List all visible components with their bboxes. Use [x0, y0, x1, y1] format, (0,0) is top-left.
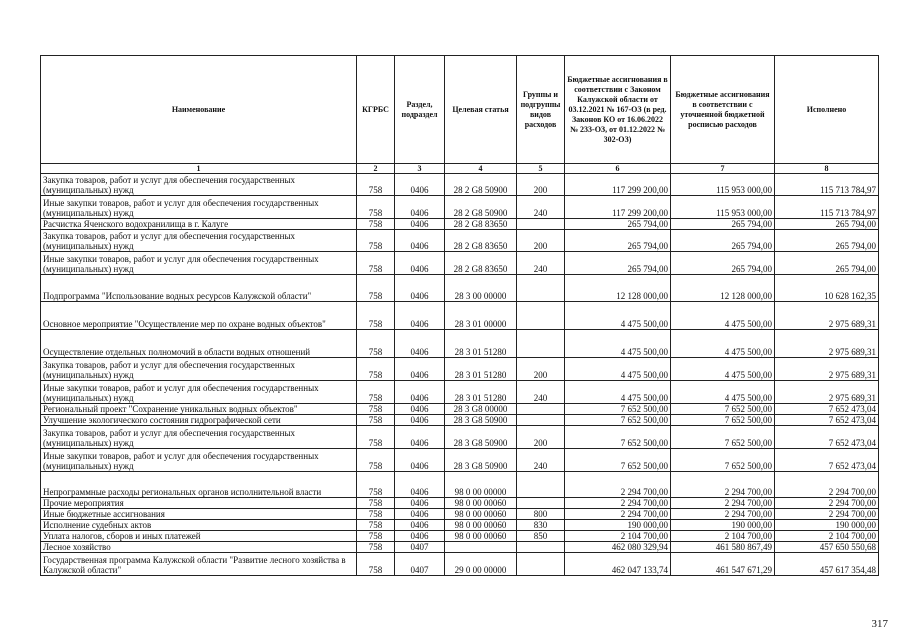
- cell-executed: 2 104 700,00: [775, 531, 879, 542]
- cell-target: 28 2 G8 83650: [445, 252, 517, 275]
- cell-kgrbs: 758: [357, 219, 395, 230]
- cell-executed: 2 294 700,00: [775, 498, 879, 509]
- cell-group: 240: [517, 449, 565, 472]
- cell-name: Иные закупки товаров, работ и услуг для обеспечения государственных (муниципальных) нужд: [41, 449, 357, 472]
- cell-name: Осуществление отдельных полномочий в области водных отношений: [41, 330, 357, 358]
- cell-name: Расчистка Яченского водохранилища в г. Калуге: [41, 219, 357, 230]
- cell-refined-allocation: 2 294 700,00: [671, 509, 775, 520]
- cell-kgrbs: 758: [357, 426, 395, 449]
- cell-executed: 7 652 473,04: [775, 449, 879, 472]
- cell-name: Закупка товаров, работ и услуг для обеспечения государственных (муниципальных) нужд: [41, 174, 357, 196]
- cell-law-allocation: 7 652 500,00: [565, 426, 671, 449]
- cell-name: Основное мероприятие "Осуществление мер по охране водных объектов": [41, 302, 357, 330]
- cell-target: 29 0 00 00000: [445, 553, 517, 576]
- column-number: 3: [395, 164, 445, 174]
- table-row: [41, 449, 879, 472]
- cell-razdel: 0406: [395, 358, 445, 381]
- column-number: 1: [41, 164, 357, 174]
- cell-law-allocation: 2 294 700,00: [565, 472, 671, 498]
- column-number: 7: [671, 164, 775, 174]
- cell-razdel: 0406: [395, 302, 445, 330]
- cell-group: [517, 498, 565, 509]
- cell-target: 98 0 00 00060: [445, 531, 517, 542]
- cell-executed: 7 652 473,04: [775, 404, 879, 415]
- cell-razdel: 0406: [395, 196, 445, 219]
- cell-kgrbs: 758: [357, 275, 395, 302]
- table-row: [41, 196, 879, 219]
- cell-law-allocation: 265 794,00: [565, 219, 671, 230]
- cell-kgrbs: 758: [357, 381, 395, 404]
- table-row: [41, 330, 879, 358]
- cell-group: 240: [517, 252, 565, 275]
- cell-name: Исполнение судебных актов: [41, 520, 357, 531]
- cell-razdel: 0406: [395, 230, 445, 252]
- header-kgrbs: КГРБС: [357, 56, 395, 164]
- cell-name: Закупка товаров, работ и услуг для обеспечения государственных (муниципальных) нужд: [41, 358, 357, 381]
- cell-target: 28 3 01 00000: [445, 302, 517, 330]
- header-refined-allocations: Бюджетные ассигнования в соответствии с уточненной бюджетной росписью расходов: [671, 56, 775, 164]
- cell-razdel: 0406: [395, 404, 445, 415]
- cell-executed: 10 628 162,35: [775, 275, 879, 302]
- cell-kgrbs: 758: [357, 520, 395, 531]
- cell-group: [517, 330, 565, 358]
- cell-group: [517, 219, 565, 230]
- cell-refined-allocation: 2 294 700,00: [671, 472, 775, 498]
- cell-target: 28 3 00 00000: [445, 275, 517, 302]
- cell-law-allocation: 117 299 200,00: [565, 196, 671, 219]
- cell-executed: 265 794,00: [775, 230, 879, 252]
- cell-executed: 7 652 473,04: [775, 426, 879, 449]
- cell-razdel: 0407: [395, 542, 445, 553]
- cell-kgrbs: 758: [357, 302, 395, 330]
- cell-executed: 2 294 700,00: [775, 472, 879, 498]
- cell-target: 98 0 00 00060: [445, 509, 517, 520]
- cell-law-allocation: 2 294 700,00: [565, 498, 671, 509]
- header-groups: Группы и подгруппы видов расходов: [517, 56, 565, 164]
- cell-group: [517, 275, 565, 302]
- cell-kgrbs: 758: [357, 404, 395, 415]
- cell-law-allocation: 12 128 000,00: [565, 275, 671, 302]
- table-row: [41, 230, 879, 252]
- table-row: [41, 509, 879, 520]
- cell-name: Закупка товаров, работ и услуг для обеспечения государственных (муниципальных) нужд: [41, 426, 357, 449]
- cell-law-allocation: 4 475 500,00: [565, 381, 671, 404]
- cell-group: 830: [517, 520, 565, 531]
- cell-executed: 265 794,00: [775, 219, 879, 230]
- cell-name: Закупка товаров, работ и услуг для обеспечения государственных (муниципальных) нужд: [41, 230, 357, 252]
- cell-kgrbs: 758: [357, 472, 395, 498]
- table-row: [41, 174, 879, 196]
- table-row: [41, 219, 879, 230]
- cell-razdel: 0406: [395, 381, 445, 404]
- cell-razdel: 0406: [395, 531, 445, 542]
- cell-refined-allocation: 115 953 000,00: [671, 196, 775, 219]
- cell-group: [517, 553, 565, 576]
- header-row: [41, 56, 879, 164]
- cell-name: Иные закупки товаров, работ и услуг для обеспечения государственных (муниципальных) нужд: [41, 252, 357, 275]
- cell-target: 28 3 G8 50900: [445, 415, 517, 426]
- cell-refined-allocation: 265 794,00: [671, 219, 775, 230]
- cell-law-allocation: 2 104 700,00: [565, 531, 671, 542]
- cell-name: Уплата налогов, сборов и иных платежей: [41, 531, 357, 542]
- cell-refined-allocation: 12 128 000,00: [671, 275, 775, 302]
- cell-refined-allocation: 7 652 500,00: [671, 415, 775, 426]
- cell-law-allocation: 7 652 500,00: [565, 415, 671, 426]
- cell-refined-allocation: 461 547 671,29: [671, 553, 775, 576]
- table-row: [41, 542, 879, 553]
- cell-executed: 115 713 784,97: [775, 196, 879, 219]
- cell-refined-allocation: 4 475 500,00: [671, 381, 775, 404]
- header-executed: Исполнено: [775, 56, 879, 164]
- cell-razdel: 0406: [395, 426, 445, 449]
- table-row: [41, 415, 879, 426]
- table-row: [41, 358, 879, 381]
- cell-group: 800: [517, 509, 565, 520]
- cell-group: 240: [517, 196, 565, 219]
- header-razdel: Раздел, подраздел: [395, 56, 445, 164]
- table-row: [41, 404, 879, 415]
- cell-razdel: 0406: [395, 252, 445, 275]
- cell-target: 28 2 G8 50900: [445, 174, 517, 196]
- header-law-allocations: Бюджетные ассигнования в соответствии с Законом Калужской области от 03.12.2021 № 167-ОЗ (в ред. Законов КО от 16.06.2022 № 233-ОЗ, от 01.12.2022 № 302-ОЗ): [565, 56, 671, 164]
- cell-group: 200: [517, 230, 565, 252]
- cell-refined-allocation: 265 794,00: [671, 252, 775, 275]
- cell-kgrbs: 758: [357, 553, 395, 576]
- header-target: Целевая статья: [445, 56, 517, 164]
- cell-group: 200: [517, 426, 565, 449]
- cell-target: 28 2 G8 83650: [445, 219, 517, 230]
- budget-table: [40, 55, 879, 576]
- cell-refined-allocation: 2 294 700,00: [671, 498, 775, 509]
- cell-target: 28 2 G8 50900: [445, 196, 517, 219]
- cell-group: 240: [517, 381, 565, 404]
- cell-kgrbs: 758: [357, 174, 395, 196]
- cell-group: [517, 404, 565, 415]
- cell-target: 28 3 G8 50900: [445, 449, 517, 472]
- cell-name: Подпрограмма "Использование водных ресурсов Калужской области": [41, 275, 357, 302]
- cell-law-allocation: 190 000,00: [565, 520, 671, 531]
- table-row: [41, 553, 879, 576]
- cell-executed: 457 650 550,68: [775, 542, 879, 553]
- cell-kgrbs: 758: [357, 196, 395, 219]
- table-row: [41, 498, 879, 509]
- cell-law-allocation: 462 080 329,94: [565, 542, 671, 553]
- table-row: [41, 381, 879, 404]
- cell-kgrbs: 758: [357, 230, 395, 252]
- table-row: [41, 275, 879, 302]
- cell-target: 28 3 01 51280: [445, 358, 517, 381]
- cell-kgrbs: 758: [357, 358, 395, 381]
- cell-name: Региональный проект "Сохранение уникальных водных объектов": [41, 404, 357, 415]
- column-number: 6: [565, 164, 671, 174]
- cell-razdel: 0406: [395, 174, 445, 196]
- cell-razdel: 0406: [395, 520, 445, 531]
- cell-refined-allocation: 4 475 500,00: [671, 330, 775, 358]
- cell-executed: 265 794,00: [775, 252, 879, 275]
- cell-refined-allocation: 461 580 867,49: [671, 542, 775, 553]
- cell-name: Прочие мероприятия: [41, 498, 357, 509]
- cell-group: [517, 542, 565, 553]
- cell-target: 28 3 G8 00000: [445, 404, 517, 415]
- column-number: 2: [357, 164, 395, 174]
- cell-target: 98 0 00 00060: [445, 520, 517, 531]
- cell-law-allocation: 4 475 500,00: [565, 358, 671, 381]
- table-row: [41, 426, 879, 449]
- cell-kgrbs: 758: [357, 330, 395, 358]
- cell-executed: 2 975 689,31: [775, 358, 879, 381]
- cell-razdel: 0406: [395, 449, 445, 472]
- cell-group: 850: [517, 531, 565, 542]
- cell-target: 28 3 01 51280: [445, 381, 517, 404]
- cell-kgrbs: 758: [357, 509, 395, 520]
- cell-razdel: 0406: [395, 330, 445, 358]
- cell-target: 28 3 G8 50900: [445, 426, 517, 449]
- cell-kgrbs: 758: [357, 449, 395, 472]
- cell-executed: 2 294 700,00: [775, 509, 879, 520]
- cell-target: 28 2 G8 83650: [445, 230, 517, 252]
- cell-razdel: 0406: [395, 275, 445, 302]
- cell-kgrbs: 758: [357, 498, 395, 509]
- cell-refined-allocation: 4 475 500,00: [671, 302, 775, 330]
- cell-razdel: 0406: [395, 509, 445, 520]
- column-number: 5: [517, 164, 565, 174]
- cell-group: [517, 302, 565, 330]
- cell-executed: 115 713 784,97: [775, 174, 879, 196]
- cell-razdel: 0406: [395, 498, 445, 509]
- page-number: 317: [871, 618, 888, 630]
- cell-name: Иные бюджетные ассигнования: [41, 509, 357, 520]
- cell-refined-allocation: 115 953 000,00: [671, 174, 775, 196]
- cell-law-allocation: 4 475 500,00: [565, 302, 671, 330]
- cell-law-allocation: 117 299 200,00: [565, 174, 671, 196]
- cell-executed: 2 975 689,31: [775, 381, 879, 404]
- column-number-row: [41, 164, 879, 174]
- cell-razdel: 0406: [395, 472, 445, 498]
- cell-group: 200: [517, 174, 565, 196]
- cell-refined-allocation: 7 652 500,00: [671, 404, 775, 415]
- cell-law-allocation: 462 047 133,74: [565, 553, 671, 576]
- cell-name: Иные закупки товаров, работ и услуг для обеспечения государственных (муниципальных) нужд: [41, 381, 357, 404]
- column-number: 4: [445, 164, 517, 174]
- cell-target: 98 0 00 00060: [445, 498, 517, 509]
- cell-kgrbs: 758: [357, 415, 395, 426]
- cell-group: [517, 415, 565, 426]
- cell-group: 200: [517, 358, 565, 381]
- cell-group: [517, 472, 565, 498]
- cell-law-allocation: 265 794,00: [565, 230, 671, 252]
- cell-executed: 2 975 689,31: [775, 302, 879, 330]
- cell-target: [445, 542, 517, 553]
- cell-law-allocation: 7 652 500,00: [565, 404, 671, 415]
- header-name: Наименование: [41, 56, 357, 164]
- table-row: [41, 531, 879, 542]
- cell-law-allocation: 265 794,00: [565, 252, 671, 275]
- cell-razdel: 0407: [395, 553, 445, 576]
- cell-law-allocation: 4 475 500,00: [565, 330, 671, 358]
- cell-razdel: 0406: [395, 415, 445, 426]
- cell-executed: 457 617 354,48: [775, 553, 879, 576]
- table-row: [41, 520, 879, 531]
- cell-razdel: 0406: [395, 219, 445, 230]
- cell-refined-allocation: 190 000,00: [671, 520, 775, 531]
- cell-executed: 2 975 689,31: [775, 330, 879, 358]
- cell-kgrbs: 758: [357, 252, 395, 275]
- cell-name: Лесное хозяйство: [41, 542, 357, 553]
- column-number: 8: [775, 164, 879, 174]
- cell-executed: 7 652 473,04: [775, 415, 879, 426]
- cell-kgrbs: 758: [357, 542, 395, 553]
- cell-kgrbs: 758: [357, 531, 395, 542]
- cell-name: Улучшение экологического состояния гидрографической сети: [41, 415, 357, 426]
- cell-name: Непрограммные расходы региональных органов исполнительной власти: [41, 472, 357, 498]
- cell-refined-allocation: 4 475 500,00: [671, 358, 775, 381]
- cell-name: Государственная программа Калужской области "Развитие лесного хозяйства в Калужской области": [41, 553, 357, 576]
- cell-executed: 190 000,00: [775, 520, 879, 531]
- table-row: [41, 302, 879, 330]
- table-row: [41, 472, 879, 498]
- cell-refined-allocation: 7 652 500,00: [671, 449, 775, 472]
- cell-target: 98 0 00 00000: [445, 472, 517, 498]
- cell-name: Иные закупки товаров, работ и услуг для обеспечения государственных (муниципальных) нужд: [41, 196, 357, 219]
- table-body: [41, 174, 879, 576]
- cell-target: 28 3 01 51280: [445, 330, 517, 358]
- cell-refined-allocation: 2 104 700,00: [671, 531, 775, 542]
- cell-law-allocation: 7 652 500,00: [565, 449, 671, 472]
- cell-refined-allocation: 7 652 500,00: [671, 426, 775, 449]
- table-row: [41, 252, 879, 275]
- cell-refined-allocation: 265 794,00: [671, 230, 775, 252]
- cell-law-allocation: 2 294 700,00: [565, 509, 671, 520]
